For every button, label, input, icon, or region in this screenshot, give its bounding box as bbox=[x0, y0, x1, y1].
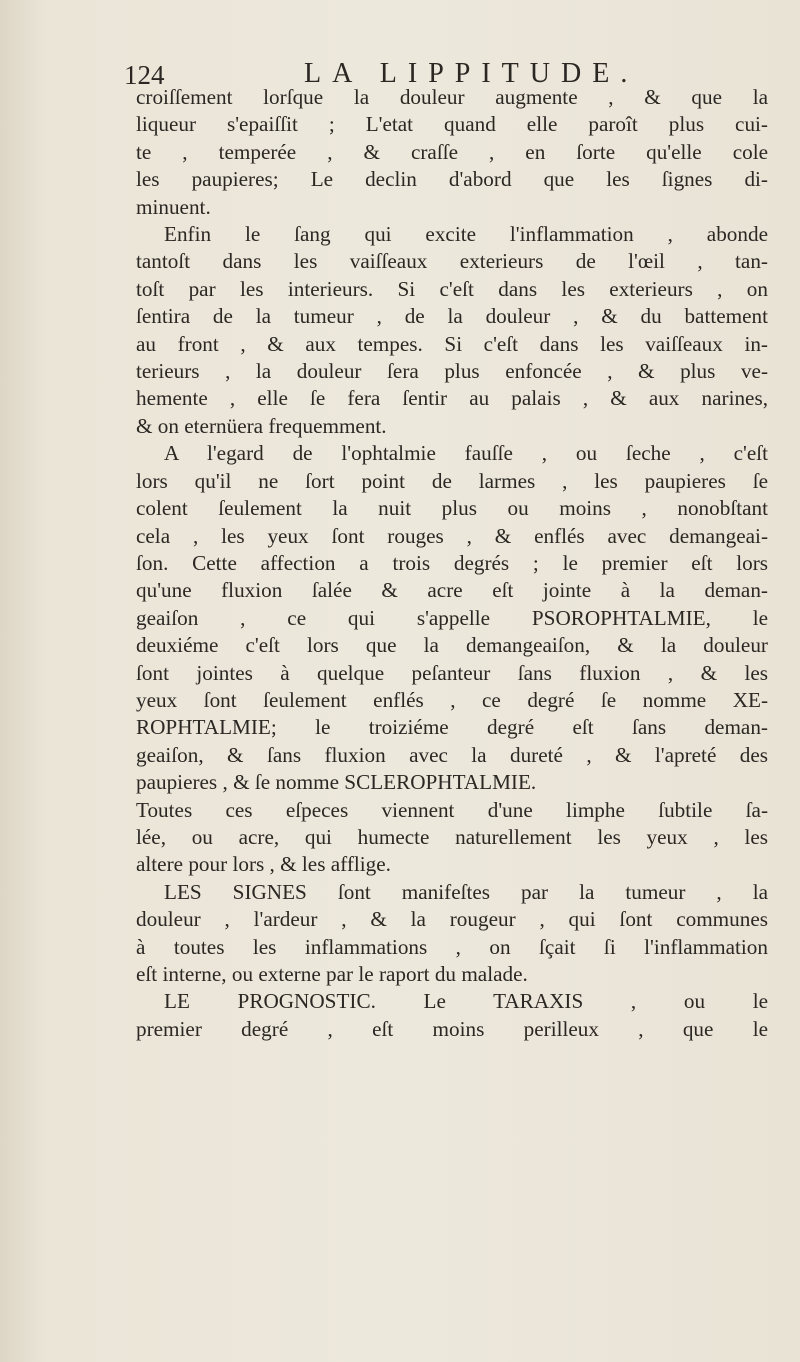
text-line: tantoſt dans les vaiſſeaux exterieurs de l'œil , tan- bbox=[136, 249, 768, 274]
text-line: minuent. bbox=[136, 194, 211, 219]
text-line: qu'une fluxion ſalée & acre eſt jointe à la deman- bbox=[136, 578, 768, 603]
text-line: à toutes les inflammations , on ſçait ſi l'inflammation bbox=[136, 934, 768, 959]
text-line: eſt interne, ou externe par le raport du malade. bbox=[136, 962, 528, 986]
text-line: Enfin le ſang qui excite l'inflammation , abonde bbox=[164, 222, 768, 247]
text-line: yeux ſont ſeulement enflés , ce degré ſe nomme XE- bbox=[136, 687, 768, 712]
text-line: douleur , l'ardeur , & la rougeur , qui ſont communes bbox=[136, 907, 768, 932]
text-line: LE PROGNOSTIC. Le TARAXIS , ou le bbox=[164, 989, 768, 1014]
text-line: ſon. Cette affection a trois degrés ; le premier eſt lors bbox=[136, 550, 768, 575]
text-line: toſt par les interieurs. Si c'eſt dans les exterieurs , on bbox=[136, 276, 768, 301]
page-number: 124 bbox=[124, 60, 165, 90]
text-line: geaiſon, & ſans fluxion avec la dureté , & l'apreté des bbox=[136, 742, 768, 767]
text-line: hemente , elle ſe fera ſentir au palais , & aux narines, bbox=[136, 386, 768, 411]
text-line: ſentira de la tumeur , de la douleur , & du battement bbox=[136, 304, 768, 329]
text-line: croiſſement lorſque la douleur augmente , & que la bbox=[136, 85, 768, 109]
text-line: cela , les yeux ſont rouges , & enflés avec demangeai- bbox=[136, 523, 768, 548]
text-line: geaiſon , ce qui s'appelle PSOROPHTALMIE, le bbox=[136, 605, 768, 630]
text-line: ROPHTALMIE; le troiziéme degré eſt ſans deman- bbox=[136, 715, 768, 740]
text-line: Toutes ces eſpeces viennent d'une limphe ſubtile ſa- bbox=[136, 797, 768, 822]
text-line: lée, ou acre, qui humecte naturellement les yeux , les bbox=[136, 824, 768, 849]
text-line: altere pour lors , & les afflige. bbox=[136, 852, 391, 877]
text-line: te , temperée , & craſſe , en ſorte qu'elle cole bbox=[136, 139, 768, 164]
text-line: & on eternüera frequemment. bbox=[136, 413, 387, 438]
text-line: terieurs , la douleur ſera plus enfoncée , & plus ve- bbox=[136, 359, 768, 384]
text-line: au front , & aux tempes. Si c'eſt dans les vaiſſeaux in- bbox=[136, 331, 768, 356]
text-line: colent ſeulement la nuit plus ou moins , nonobſtant bbox=[136, 496, 768, 521]
text-line: les paupieres; Le declin d'abord que les ſignes di- bbox=[136, 167, 768, 192]
text-line: ſont jointes à quelque peſanteur ſans fluxion , & les bbox=[136, 660, 768, 685]
text-line: premier degré , eſt moins perilleux , que le bbox=[136, 1016, 768, 1041]
text-line: LES SIGNES ſont manifeſtes par la tumeur , la bbox=[164, 879, 768, 904]
body-text bbox=[136, 84, 768, 1043]
text-line: lors qu'il ne ſort point de larmes , les paupieres ſe bbox=[136, 468, 768, 493]
text-line: deuxiéme c'eſt lors que la demangeaiſon, & la douleur bbox=[136, 633, 768, 658]
text-line: A l'egard de l'ophtalmie fauſſe , ou ſeche , c'eſt bbox=[164, 441, 768, 466]
running-head: LA LIPPITUDE. bbox=[304, 58, 639, 89]
text-line: paupieres , & ſe nomme SCLEROPHTALMIE. bbox=[136, 770, 537, 795]
text-line: liqueur s'epaiſſit ; L'etat quand elle paroît plus cui- bbox=[136, 112, 768, 137]
